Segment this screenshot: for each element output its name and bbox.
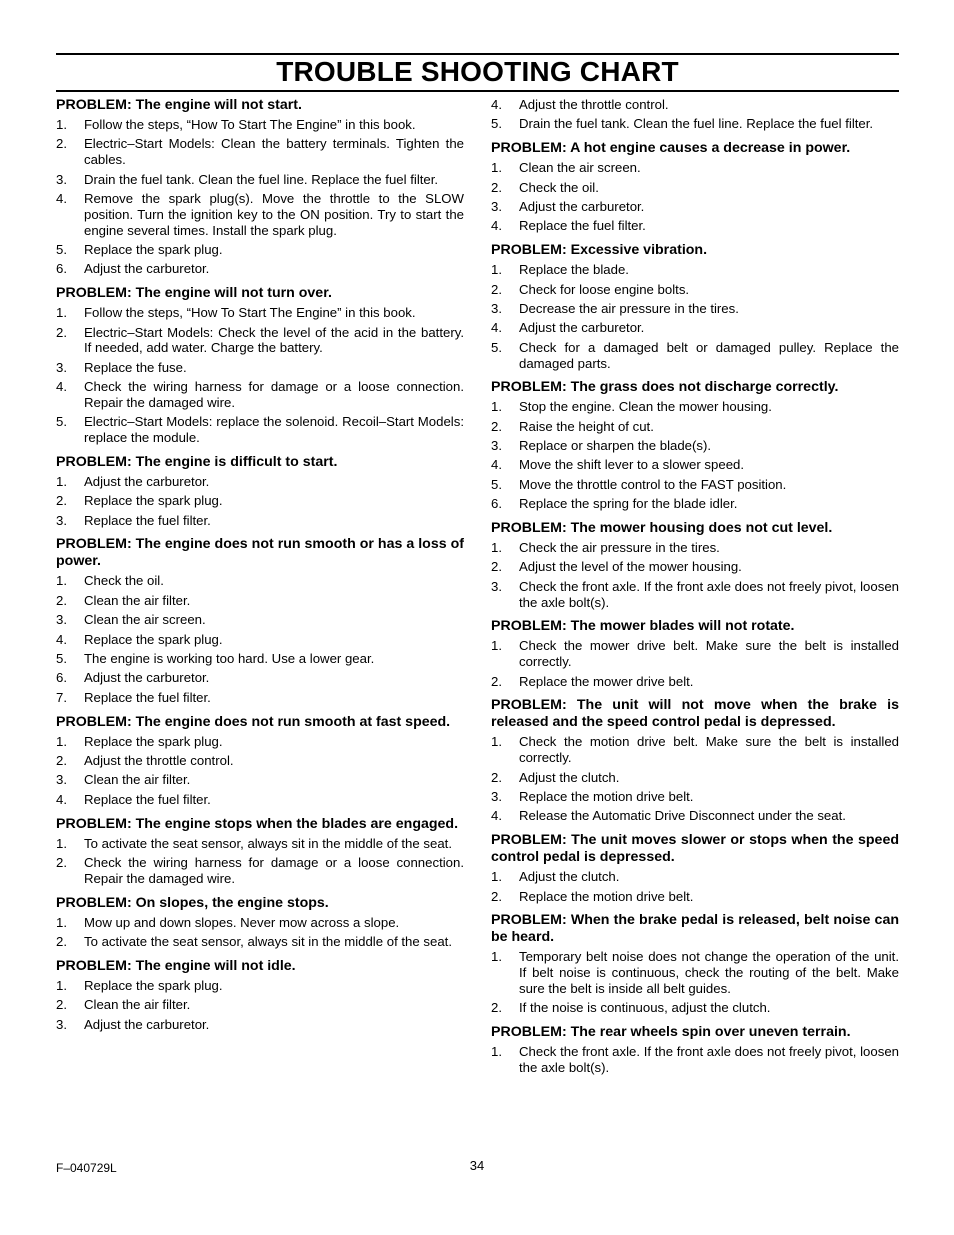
solution-text: Adjust the throttle control. [519, 97, 669, 112]
solution-text: Check the front axle. If the front axle does not freely pivot, loosen the axle bolt(s). [519, 1044, 899, 1075]
solution-number: 3. [56, 171, 67, 187]
solution-text: Replace the spark plug. [84, 241, 223, 257]
solution-item [491, 808, 899, 824]
solution-item [491, 218, 899, 234]
solution-number: 3. [56, 359, 67, 375]
solution-number: 1. [491, 399, 502, 415]
solution-number: 5. [56, 414, 67, 430]
problem-section [491, 242, 899, 371]
solution-number: 1. [56, 573, 67, 589]
left-column [56, 97, 464, 1040]
solution-text: Replace the spark plug. [84, 977, 223, 993]
solution-number: 1. [491, 1044, 502, 1060]
solution-text: Move the throttle control to the FAST position. [519, 476, 787, 492]
solution-number: 3. [56, 1016, 67, 1032]
problem-section [491, 520, 899, 610]
solution-number: 5. [491, 116, 502, 132]
solution-text: Adjust the carburetor. [84, 261, 210, 277]
solution-number: 3. [491, 198, 502, 214]
solution-item [491, 116, 899, 132]
solution-item [491, 97, 899, 113]
solution-text: Clean the air filter. [84, 997, 191, 1013]
solution-number: 3. [56, 612, 67, 628]
solution-item [56, 379, 464, 411]
solution-item [491, 320, 899, 336]
solution-item [56, 915, 464, 931]
solution-item [491, 419, 899, 435]
solution-item [56, 772, 464, 788]
solution-number: 1. [491, 160, 502, 176]
solution-text: Clean the air filter. [84, 592, 191, 608]
solution-number: 4. [491, 808, 502, 824]
solution-item [491, 579, 899, 611]
problem-section [491, 618, 899, 689]
solution-item [491, 438, 899, 454]
solution-text: Replace the fuel filter. [519, 218, 646, 234]
problem-heading: PROBLEM: A hot engine causes a decrease in power. [491, 140, 851, 157]
solution-text: Temporary belt noise does not change the operation of the unit. If belt noise is continuous, check the routing of the belt. Make sure the belt is inside all belt guides. [519, 949, 899, 996]
solution-number: 3. [491, 578, 502, 594]
solution-text: Follow the steps, “How To Start The Engine” in this book. [84, 305, 416, 321]
solution-item [56, 474, 464, 490]
solution-text: Adjust the clutch. [519, 869, 620, 885]
solution-number: 1. [491, 638, 502, 654]
problem-heading: PROBLEM: The unit will not move when the brake is released and the speed control pedal is depressed. [491, 697, 899, 731]
solution-text: Mow up and down slopes. Never mow across a slope. [84, 914, 400, 930]
solution-number: 2. [56, 592, 67, 608]
solution-item [491, 789, 899, 805]
solution-number: 1. [491, 869, 502, 885]
solution-number: 2. [56, 136, 67, 152]
problem-section [56, 958, 464, 1033]
solution-text: Replace the fuse. [84, 359, 187, 375]
solution-number: 1. [491, 262, 502, 278]
solution-item [491, 199, 899, 215]
solution-number: 1. [56, 305, 67, 321]
solution-text: Adjust the carburetor. [84, 670, 210, 686]
problem-heading: PROBLEM: On slopes, the engine stops. [56, 894, 329, 911]
solution-item [491, 540, 899, 556]
solution-number: 4. [56, 791, 67, 807]
solution-text: Drain the fuel tank. Clean the fuel line. Replace the fuel filter. [84, 171, 439, 187]
solution-number: 2. [56, 997, 67, 1013]
solution-item [56, 836, 464, 852]
solution-item [56, 414, 464, 446]
problem-section [56, 536, 464, 705]
solution-number: 6. [56, 261, 67, 277]
problem-heading: PROBLEM: The rear wheels spin over uneven terrain. [491, 1024, 851, 1041]
solution-text: Drain the fuel tank. Clean the fuel line. Replace the fuel filter. [519, 116, 874, 132]
solution-text: Replace the spark plug. [84, 733, 223, 749]
solution-text: Move the shift lever to a slower speed. [519, 457, 745, 473]
solution-item [56, 651, 464, 667]
solution-number: 2. [491, 1000, 502, 1016]
solution-item [56, 172, 464, 188]
solution-number: 1. [56, 733, 67, 749]
solution-item [56, 792, 464, 808]
solution-item [491, 282, 899, 298]
solution-text: Replace the motion drive belt. [519, 789, 694, 804]
solution-item [491, 949, 899, 996]
solution-number: 2. [56, 933, 67, 949]
solution-item [56, 242, 464, 258]
solution-item [491, 180, 899, 196]
solution-number: 4. [56, 379, 67, 395]
solution-item [491, 160, 899, 176]
solution-text: Adjust the clutch. [519, 769, 620, 785]
solution-number: 3. [56, 512, 67, 528]
solution-text: Clean the air screen. [84, 612, 206, 628]
solution-number: 4. [56, 190, 67, 206]
solution-item [491, 734, 899, 766]
solution-text: Check the front axle. If the front axle does not freely pivot, loosen the axle bolt(s). [519, 578, 899, 610]
solution-number: 3. [491, 438, 502, 454]
solution-item [491, 770, 899, 786]
solution-item [56, 136, 464, 168]
problem-heading: PROBLEM: When the brake pedal is released, belt noise can be heard. [491, 912, 899, 946]
solution-item [491, 496, 899, 512]
solution-text: To activate the seat sensor, always sit in the middle of the seat. [84, 933, 452, 949]
solution-item [56, 325, 464, 357]
solution-item [56, 670, 464, 686]
solution-number: 7. [56, 689, 67, 705]
solution-text: Check the wiring harness for damage or a loose connection. Repair the damaged wire. [84, 854, 464, 886]
solution-item [491, 638, 899, 670]
solution-number: 5. [56, 651, 67, 667]
solution-text: Check the mower drive belt. Make sure the belt is installed correctly. [519, 638, 899, 670]
solution-number: 2. [56, 493, 67, 509]
solution-number: 6. [56, 670, 67, 686]
page-number: 34 [469, 1158, 485, 1173]
problem-section [56, 454, 464, 529]
solution-text: Check for loose engine bolts. [519, 281, 690, 297]
problem-section [491, 697, 899, 824]
solution-text: Adjust the carburetor. [84, 1016, 210, 1032]
problem-heading: PROBLEM: The mower housing does not cut level. [491, 520, 833, 537]
problem-section [491, 912, 899, 1016]
solution-number: 1. [56, 914, 67, 930]
solution-text: Replace the fuel filter. [84, 512, 211, 528]
solution-text: Adjust the carburetor. [519, 320, 645, 336]
problem-heading: PROBLEM: The engine will not idle. [56, 957, 296, 974]
problem-heading: PROBLEM: The engine stops when the blades are engaged. [56, 815, 459, 832]
solution-text: Clean the air screen. [519, 160, 641, 176]
solution-item [491, 399, 899, 415]
solution-text: Clean the air filter. [84, 772, 191, 788]
solution-number: 2. [491, 888, 502, 904]
solution-number: 2. [491, 281, 502, 297]
solution-item [56, 261, 464, 277]
solution-item [56, 513, 464, 529]
problem-heading: PROBLEM: The engine is difficult to start. [56, 453, 338, 470]
solution-text: Replace the spark plug. [84, 493, 223, 509]
solution-text: Adjust the throttle control. [84, 753, 234, 768]
solution-number: 3. [491, 789, 502, 804]
solution-text: Decrease the air pressure in the tires. [519, 300, 739, 316]
solution-item [56, 997, 464, 1013]
solution-number: 2. [491, 179, 502, 195]
problem-section [491, 832, 899, 904]
solution-item [56, 753, 464, 769]
solution-item [56, 493, 464, 509]
solution-number: 2. [56, 753, 67, 768]
solution-item [491, 559, 899, 575]
solution-text: If the noise is continuous, adjust the clutch. [519, 1000, 771, 1016]
solution-text: Electric–Start Models: Check the level of the acid in the battery. If needed, add water. Charge the battery. [84, 324, 464, 356]
solution-item [491, 1000, 899, 1016]
solution-item [491, 674, 899, 690]
solution-item [56, 690, 464, 706]
solution-text: Check the oil. [84, 573, 164, 589]
solution-number: 1. [56, 473, 67, 489]
solution-item [56, 593, 464, 609]
solution-number: 5. [491, 476, 502, 492]
problem-heading: PROBLEM: The engine does not run smooth at fast speed. [56, 713, 451, 730]
solution-number: 2. [56, 854, 67, 870]
solution-number: 2. [491, 769, 502, 785]
solution-item [56, 305, 464, 321]
solution-number: 1. [56, 835, 67, 851]
solution-text: Replace or sharpen the blade(s). [519, 438, 712, 454]
solution-item [56, 1017, 464, 1033]
solution-number: 4. [491, 218, 502, 234]
solution-text: Stop the engine. Clean the mower housing. [519, 399, 772, 415]
solution-number: 2. [56, 324, 67, 340]
solution-item [491, 889, 899, 905]
problem-section [491, 379, 899, 512]
solution-item [491, 1044, 899, 1076]
solution-text: Adjust the level of the mower housing. [519, 559, 742, 575]
problem-section [56, 816, 464, 887]
right-column [491, 97, 899, 1084]
solution-text: Release the Automatic Drive Disconnect under the seat. [519, 808, 846, 824]
solution-text: Adjust the carburetor. [519, 198, 645, 214]
problem-heading: PROBLEM: The engine will not turn over. [56, 285, 332, 302]
solution-text: Raise the height of cut. [519, 418, 654, 434]
solution-text: Replace the fuel filter. [84, 689, 211, 705]
solution-item [56, 855, 464, 887]
solution-text: Replace the spark plug. [84, 631, 223, 647]
problem-section [491, 97, 899, 132]
solution-item [491, 262, 899, 278]
solution-number: 1. [491, 540, 502, 556]
solution-text: Replace the mower drive belt. [519, 673, 694, 689]
solution-text: Check the wiring harness for damage or a loose connection. Repair the damaged wire. [84, 379, 464, 410]
solution-text: Replace the motion drive belt. [519, 888, 694, 904]
solution-number: 5. [56, 241, 67, 257]
solution-number: 2. [491, 418, 502, 434]
solution-number: 5. [491, 339, 502, 355]
solution-item [56, 117, 464, 133]
solution-number: 1. [491, 949, 502, 965]
solution-item [491, 477, 899, 493]
solution-text: Replace the spring for the blade idler. [519, 496, 738, 512]
problem-heading: PROBLEM: Excessive vibration. [491, 242, 708, 259]
solution-item [56, 934, 464, 950]
solution-item [56, 360, 464, 376]
solution-text: Check the oil. [519, 179, 599, 195]
solution-item [56, 978, 464, 994]
solution-number: 4. [491, 457, 502, 473]
solution-number: 1. [56, 117, 67, 132]
solution-number: 1. [491, 734, 502, 750]
solution-number: 4. [491, 320, 502, 336]
solution-text: Electric–Start Models: replace the solenoid. Recoil–Start Models: replace the module. [84, 414, 464, 446]
problem-section [56, 97, 464, 277]
problem-section [56, 285, 464, 446]
solution-text: Electric–Start Models: Clean the battery terminals. Tighten the cables. [84, 136, 464, 168]
solution-item [56, 191, 464, 238]
solution-number: 4. [56, 631, 67, 647]
solution-number: 2. [491, 673, 502, 689]
problem-heading: PROBLEM: The grass does not discharge correctly. [491, 379, 839, 396]
solution-item [56, 734, 464, 750]
solution-text: To activate the seat sensor, always sit in the middle of the seat. [84, 835, 452, 851]
solution-number: 2. [491, 559, 502, 575]
solution-text: Check the air pressure in the tires. [519, 540, 720, 556]
solution-number: 3. [491, 300, 502, 316]
solution-text: Check the motion drive belt. Make sure the belt is installed correctly. [519, 734, 899, 766]
solution-item [56, 612, 464, 628]
problem-heading: PROBLEM: The engine will not start. [56, 97, 302, 113]
solution-text: The engine is working too hard. Use a lower gear. [84, 651, 375, 667]
problem-heading: PROBLEM: The engine does not run smooth or has a loss of power. [56, 536, 464, 570]
solution-item [56, 632, 464, 648]
solution-text: Replace the blade. [519, 262, 629, 278]
title-rule-bottom [56, 90, 899, 92]
solution-item [491, 340, 899, 372]
problem-heading: PROBLEM: The mower blades will not rotate. [491, 618, 795, 635]
solution-number: 4. [491, 97, 502, 112]
solution-text: Check for a damaged belt or damaged pulley. Replace the damaged parts. [519, 339, 899, 371]
solution-text: Adjust the carburetor. [84, 473, 210, 489]
solution-item [491, 301, 899, 317]
solution-item [491, 457, 899, 473]
solution-number: 3. [56, 772, 67, 788]
problem-section [56, 714, 464, 808]
solution-item [56, 573, 464, 589]
solution-number: 1. [56, 977, 67, 993]
document-code: F–040729L [56, 1161, 117, 1175]
solution-item [491, 869, 899, 885]
page-title: TROUBLE SHOOTING CHART [276, 56, 679, 87]
solution-text: Follow the steps, “How To Start The Engine” in this book. [84, 117, 416, 132]
solution-number: 6. [491, 496, 502, 512]
problem-section [56, 895, 464, 950]
solution-text: Replace the fuel filter. [84, 791, 211, 807]
problem-section [491, 140, 899, 234]
solution-text: Remove the spark plug(s). Move the throttle to the SLOW position. Turn the ignition key to the ON position. Try to start the engine several times. Install the spark plug. [84, 190, 464, 238]
problem-heading: PROBLEM: The unit moves slower or stops when the speed control pedal is depressed. [491, 832, 899, 866]
problem-section [491, 1024, 899, 1076]
